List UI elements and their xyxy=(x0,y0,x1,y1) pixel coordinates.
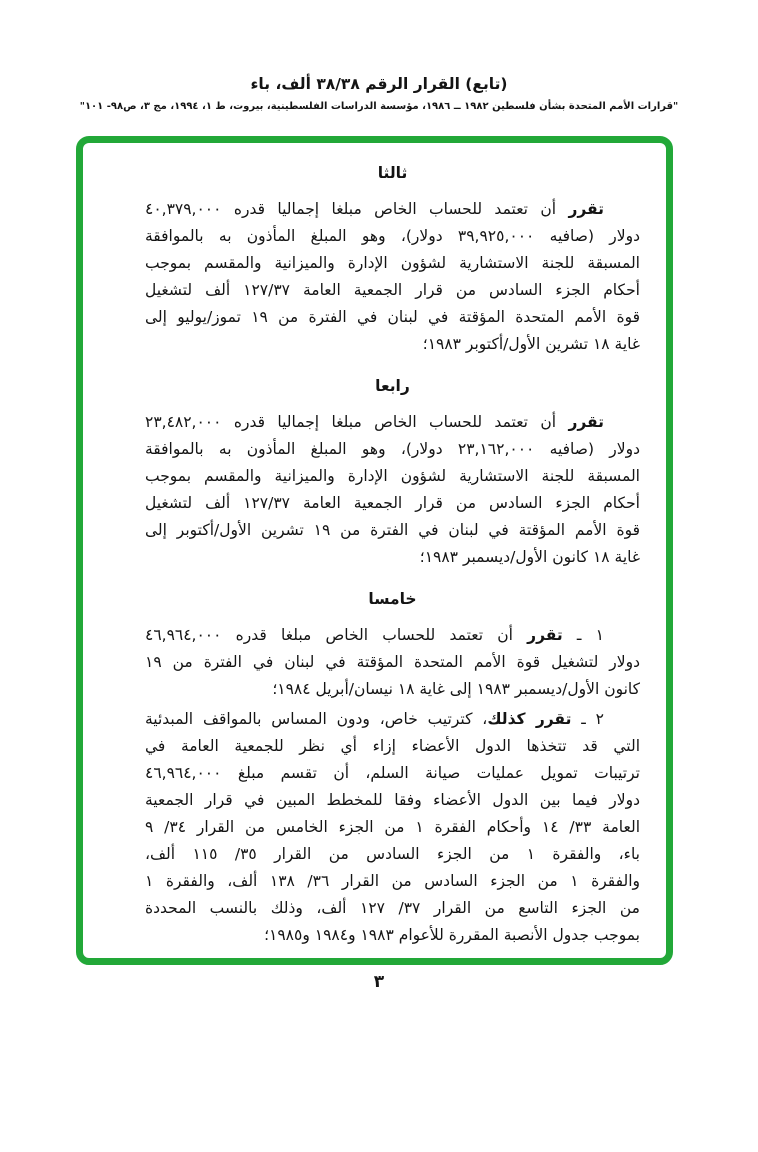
text-line xyxy=(145,706,640,733)
section-third xyxy=(145,163,640,358)
line-text: باء، والفقرة ١ من الجزء السادس من القرار ٣٥/ ١١٥ ألف، xyxy=(145,845,640,863)
text-line xyxy=(145,868,640,895)
line-text: المسبقة للجنة الاستشارية لشؤون الإدارة والميزانية والمقسم بموجب xyxy=(145,467,640,485)
paragraph-point-2 xyxy=(145,706,640,949)
text-line xyxy=(145,922,640,949)
line-text: بموجب جدول الأنصبة المقررة للأعوام ١٩٨٣ و١٩٨٤ و١٩٨٥؛ xyxy=(264,926,640,944)
text-line xyxy=(145,544,640,571)
text-line xyxy=(145,676,640,703)
line-text: دولار فيما بين الدول الأعضاء وفقا للمخطط المبين في قرار الجمعية xyxy=(145,791,640,809)
line-prefix: ٢ ـ xyxy=(571,710,604,728)
resolution-title: (تابع) القرار الرقم ٣٨/٣٨ ألف، باء xyxy=(250,75,508,93)
text-line xyxy=(145,733,640,760)
line-text: المسبقة للجنة الاستشارية لشؤون الإدارة والميزانية والمقسم بموجب xyxy=(145,254,640,272)
green-border-frame xyxy=(76,136,673,965)
section-fourth xyxy=(145,376,640,571)
line-bold-text: تقرر xyxy=(568,413,604,431)
text-line xyxy=(145,517,640,544)
line-text: أحكام الجزء السادس من قرار الجمعية العامة ١٢٧/٣٧ ألف لتشغيل xyxy=(145,281,640,299)
paragraph xyxy=(145,196,640,358)
text-line xyxy=(145,649,640,676)
line-text: غاية ١٨ كانون الأول/ديسمبر ١٩٨٣؛ xyxy=(419,548,640,566)
page-number: ٣ xyxy=(373,972,385,992)
text-line xyxy=(145,304,640,331)
line-text: دولار لتشغيل قوة الأمم المتحدة المؤقتة في لبنان في الفترة من ١٩ xyxy=(145,653,640,671)
line-text: غاية ١٨ تشرين الأول/أكتوبر ١٩٨٣؛ xyxy=(422,335,640,353)
line-text: قوة الأمم المؤقتة في لبنان في الفترة من ١٩ تشرين الأول/أكتوبر إلى xyxy=(145,521,640,539)
section-heading: خامسا xyxy=(368,590,417,608)
line-text: ، كترتيب خاص، ودون المساس بالمواقف المبدئية xyxy=(145,710,488,728)
section-fifth xyxy=(145,589,640,949)
section-heading: ثالثا xyxy=(377,164,408,182)
text-line xyxy=(145,331,640,358)
text-line xyxy=(145,250,640,277)
line-text: دولار (صافيه ٢٣,١٦٢,٠٠٠ دولار)، وهو المبلغ المأذون به بالموافقة xyxy=(145,440,640,458)
line-prefix: ١ ـ xyxy=(562,626,604,644)
text-line xyxy=(145,223,640,250)
line-text: أن تعتمد للحساب الخاص مبلغا إجماليا قدره ٢٣,٤٨٢,٠٠٠ xyxy=(145,413,569,431)
line-bold-text: تقرر xyxy=(527,626,563,644)
text-line xyxy=(145,895,640,922)
section-heading: رابعا xyxy=(375,377,410,395)
line-text: أحكام الجزء السادس من قرار الجمعية العامة ١٢٧/٣٧ ألف لتشغيل xyxy=(145,494,640,512)
line-text: أن تعتمد للحساب الخاص مبلغا إجماليا قدره ٤٠,٣٧٩,٠٠٠ xyxy=(145,200,569,218)
text-line xyxy=(145,814,640,841)
text-line xyxy=(145,787,640,814)
line-text: دولار (صافيه ٣٩,٩٢٥,٠٠٠ دولار)، وهو المبلغ المأذون به بالموافقة xyxy=(145,227,640,245)
line-text: ترتيبات تمويل عمليات صيانة السلم، أن تقسم مبلغ ٤٦,٩٦٤,٠٠٠ xyxy=(145,764,640,782)
line-text: أن تعتمد للحساب الخاص مبلغا قدره ٤٦,٩٦٤,٠٠٠ xyxy=(145,626,528,644)
text-line xyxy=(145,841,640,868)
line-text: التي قد تتخذها الدول الأعضاء إزاء أي نظر للجمعية العامة في xyxy=(145,737,640,755)
line-bold-text: تقرر xyxy=(568,200,604,218)
line-text: كانون الأول/ديسمبر ١٩٨٣ إلى غاية ١٨ نيسان/أبريل ١٩٨٤؛ xyxy=(272,680,640,698)
page-header xyxy=(0,74,758,113)
text-line xyxy=(145,622,640,649)
text-line xyxy=(145,196,640,223)
line-text: والفقرة ١ من الجزء السادس من القرار ٣٦/ ١٣٨ ألف، والفقرة ١ xyxy=(145,872,641,890)
text-line xyxy=(145,490,640,517)
line-text: قوة الأمم المتحدة المؤقتة في لبنان في الفترة من ١٩ تموز/يوليو إلى xyxy=(145,308,640,326)
text-line xyxy=(145,409,640,436)
document-page xyxy=(0,74,758,1152)
paragraph xyxy=(145,409,640,571)
text-line xyxy=(145,277,640,304)
text-line xyxy=(145,436,640,463)
source-citation: "قرارات الأمم المتحدة بشأن فلسطين ١٩٨٢ ــ ١٩٨٦، مؤسسة الدراسات الفلسطينية، بيروت، ط ١، ١٩٩٤، مج ٣، ص٩٨- ١٠١" xyxy=(79,101,679,112)
text-line xyxy=(145,760,640,787)
text-line xyxy=(145,463,640,490)
line-text: العامة ٣٣/ ١٤ وأحكام الفقرة ١ من الجزء الخامس من القرار ٣٤/ ٩ xyxy=(145,818,640,836)
line-bold-text: تقرر كذلك xyxy=(487,710,572,728)
line-text: من الجزء التاسع من القرار ٣٧/ ١٢٧ ألف، وذلك بالنسب المحددة xyxy=(145,899,640,917)
paragraph-point-1 xyxy=(145,622,640,703)
